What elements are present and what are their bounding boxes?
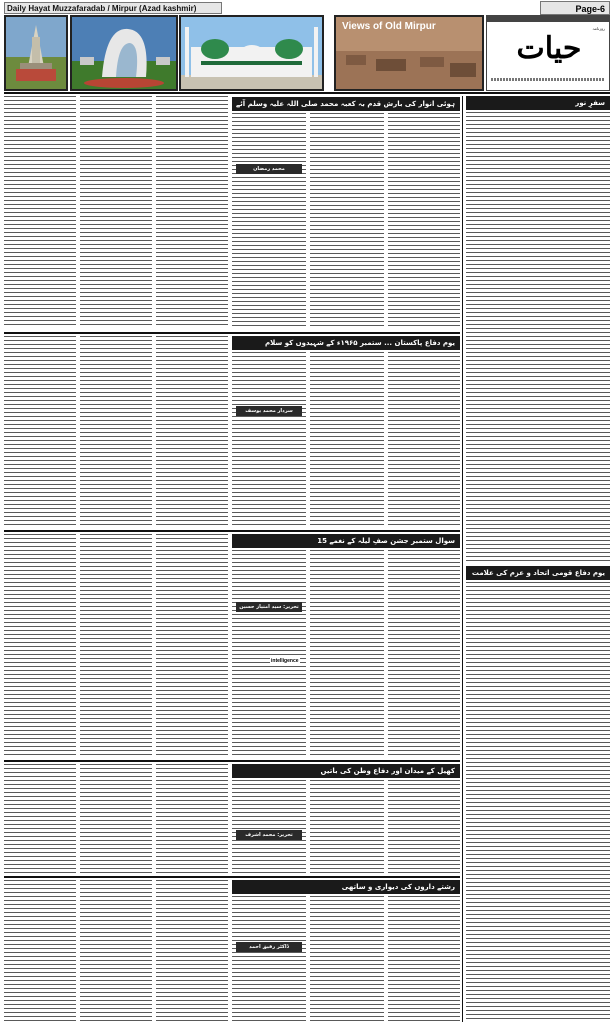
masthead-kicker: روزنامہ <box>592 26 605 31</box>
section4-col-e <box>310 780 384 874</box>
section3-col-a <box>4 534 76 756</box>
section2-col-a <box>4 336 76 526</box>
section1-col-a <box>4 96 76 328</box>
side-article-text <box>466 112 610 562</box>
section4-col-d <box>232 780 306 874</box>
page-number-label: Page-6 <box>540 1 610 15</box>
section1-col-e <box>310 113 384 328</box>
mosque-photo <box>179 15 324 91</box>
section1-rule <box>4 332 460 334</box>
side-second-text <box>466 582 610 1022</box>
section1-col-d <box>232 113 306 328</box>
section2-rule <box>4 530 460 532</box>
section4-col-f <box>388 780 460 874</box>
newspaper-logo: حیات <box>516 31 582 66</box>
section5-col-f <box>388 896 460 1022</box>
section5-col-c <box>156 880 228 1022</box>
section3-col-d <box>232 550 306 756</box>
section2-col-d <box>232 352 306 526</box>
photo-caption: Views of Old Mirpur <box>342 21 436 32</box>
section2-headline: یوم دفاع پاکستان ... ستمبر ۱۹۶۵ء کے شہیدوں کو سلام <box>232 336 460 350</box>
section3-col-c <box>156 534 228 756</box>
section4-byline: تحریر: محمد اشرف <box>236 830 302 840</box>
section5-headline: رشتے داروں کی دیواری و ساتھی <box>232 880 460 894</box>
side-second-headline: یوم دفاع قومی اتحاد و عزم کی علامت <box>466 566 610 580</box>
section5-col-e <box>310 896 384 1022</box>
header-rule <box>4 92 610 94</box>
section1-col-c <box>156 96 228 328</box>
monument-photo <box>4 15 68 91</box>
section5-byline: ڈاکٹر رفیق احمد <box>236 942 302 952</box>
section5-col-b <box>80 880 152 1022</box>
masthead-strip <box>487 16 609 22</box>
section1-col-f <box>388 113 460 328</box>
section3-col-b <box>80 534 152 756</box>
section1-headline: ہوئی انوار کی بارش قدم بہ کعبہ محمد صلی اللہ علیہ وسلم آئے <box>232 97 460 111</box>
section4-headline: کھیل کے میدان اور دفاع وطن کی باتیں <box>232 764 460 778</box>
inline-english-term: intelligence <box>271 658 299 664</box>
old-mirpur-photo <box>334 15 484 91</box>
paper-title: Daily Hayat Muzzafaradab / Mirpur (Azad kashmir) <box>4 2 222 14</box>
section3-rule <box>4 760 460 762</box>
section2-byline: سردار محمد یوسف <box>236 406 302 416</box>
section4-col-b <box>80 764 152 874</box>
section4-col-a <box>4 764 76 874</box>
section2-col-e <box>310 352 384 526</box>
section5-col-a <box>4 880 76 1022</box>
section5-col-d <box>232 896 306 1022</box>
section4-rule <box>4 876 460 878</box>
section1-col-b <box>80 96 152 328</box>
section4-col-c <box>156 764 228 874</box>
section2-col-f <box>388 352 460 526</box>
section3-col-f <box>388 550 460 756</box>
section1-byline: محمد رمضان <box>236 164 302 174</box>
masthead-contact <box>491 78 605 81</box>
section3-headline: 15 سوال ستمبر جشن صفِ لیلہ کے نغمے <box>232 534 460 548</box>
section2-col-b <box>80 336 152 526</box>
side-divider <box>462 96 463 1022</box>
section3-col-e <box>310 550 384 756</box>
sculpture-photo <box>70 15 178 91</box>
section3-byline: تحریر: سید امتیاز حسین <box>236 602 302 612</box>
masthead <box>486 15 610 91</box>
side-headline: سفرِ نور <box>466 96 610 110</box>
section2-col-c <box>156 336 228 526</box>
